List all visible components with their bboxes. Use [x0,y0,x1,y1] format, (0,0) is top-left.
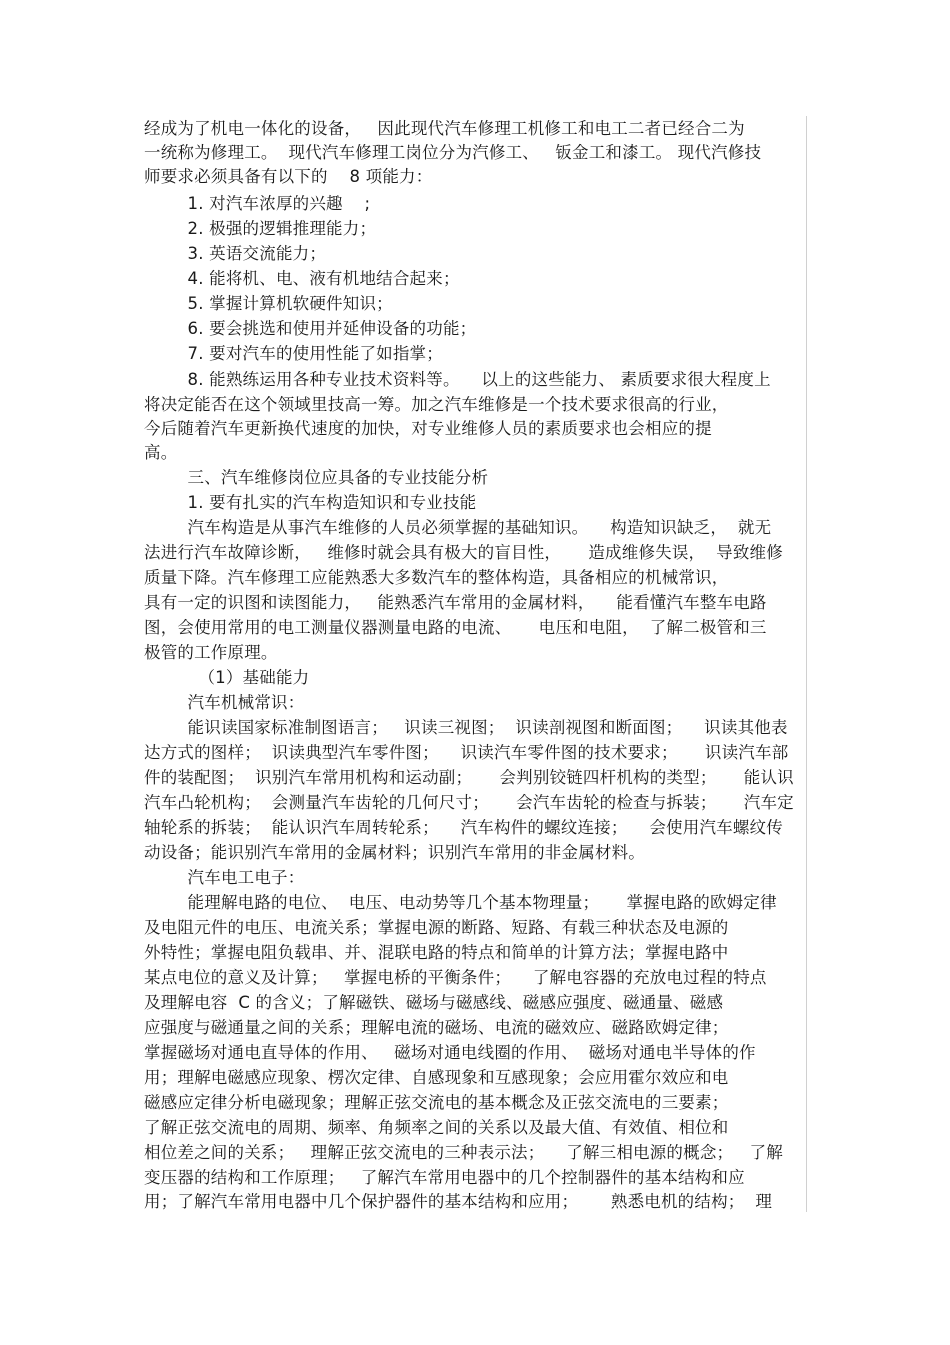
text-line: 能理解电路的电位、 电压、电动势等几个基本物理量； 掌握电路的欧姆定律 [144,893,777,912]
subsection-heading: 1. 要有扎实的汽车构造知识和专业技能 [144,493,477,512]
text-line: 能识读国家标准制图语言； 识读三视图； 识读剖视图和断面图； 识读其他表 [144,718,788,737]
text-line: 汽车构造是从事汽车维修的人员必须掌握的基础知识。 构造知识缺乏， 就无 [144,518,772,537]
text-line: 磁感应定律分析电磁现象；理解正弦交流电的基本概念及正弦交流电的三要素； [144,1093,729,1112]
text-line: 汽车凸轮机构； 会测量汽车齿轮的几何尺寸； 会汽车齿轮的检查与拆装； 汽车定 [144,793,794,812]
list-item: 6. 要会挑选和使用并延伸设备的功能； [144,319,477,338]
text-line: 及电阻元件的电压、电流关系；掌握电源的断路、短路、有载三种状态及电源的 [144,918,729,937]
list-item: 7. 要对汽车的使用性能了如指掌； [144,344,443,363]
text-line: 经成为了机电一体化的设备， 因此现代汽车修理工机修工和电工二者已经合二为 [144,119,745,138]
list-item: 2. 极强的逻辑推理能力； [144,219,377,238]
list-item: 5. 掌握计算机软硬件知识； [144,294,393,313]
text-line: 某点电位的意义及计算； 掌握电桥的平衡条件； 了解电容器的充放电过程的特点 [144,968,767,987]
text-line: 图，会使用常用的电工测量仪器测量电路的电流、 电压和电阻， 了解二极管和三 [144,618,767,637]
text-line: 掌握磁场对通电直导体的作用、 磁场对通电线圈的作用、 磁场对通电半导体的作 [144,1043,756,1062]
subsection-heading: 汽车电工电子： [144,868,305,887]
section-heading: 三、汽车维修岗位应具备的专业技能分析 [144,468,489,487]
text-line: 及理解电容 C 的含义；了解磁铁、磁场与磁感线、磁感应强度、磁通量、磁感 [144,993,724,1012]
text-line: 应强度与磁通量之间的关系；理解电流的磁场、电流的磁效应、磁路欧姆定律； [144,1018,729,1037]
list-item: 4. 能将机、电、液有机地结合起来； [144,269,460,288]
subsection-heading: 汽车机械常识： [144,693,305,712]
text-line: 外特性；掌握电阻负载串、并、混联电路的特点和简单的计算方法；掌握电路中 [144,943,729,962]
list-item: 1. 对汽车浓厚的兴趣 ; [144,194,371,213]
text-line: 轴轮系的拆装； 能认识汽车周转轮系； 汽车构件的螺纹连接； 会使用汽车螺纹传 [144,818,783,837]
text-line: 今后随着汽车更新换代速度的加快，对专业维修人员的素质要求也会相应的提 [144,419,712,438]
subsection-heading: （1）基础能力 [144,668,310,687]
text-line: 达方式的图样； 识读典型汽车零件图； 识读汽车零件图的技术要求； 识读汽车部 [144,743,789,762]
text-line: 高。 [144,443,178,462]
text-line: 一统称为修理工。 现代汽车修理工岗位分为汽修工、 钣金工和漆工。 现代汽修技 [144,143,762,162]
text-line: 用；了解汽车常用电器中几个保护器件的基本结构和应用； 熟悉电机的结构； 理 [144,1192,773,1211]
list-item: 8. 能熟练运用各种专业技术资料等。 以上的这些能力、 素质要求很大程度上 [144,370,771,389]
list-item: 3. 英语交流能力； [144,244,327,263]
text-line: 相位差之间的关系； 理解正弦交流电的三种表示法； 了解三相电源的概念； 了解 [144,1143,783,1162]
text-line: 师要求必须具备有以下的 8 项能力： [144,167,433,186]
text-line: 将决定能否在这个领域里技高一筹。加之汽车维修是一个技术要求很高的行业， [144,395,729,414]
text-line: 变压器的结构和工作原理； 了解汽车常用电器中的几个控制器件的基本结构和应 [144,1168,745,1187]
text-line: 质量下降。汽车修理工应能熟悉大多数汽车的整体构造，具备相应的机械常识， [144,568,729,587]
text-line: 动设备；能识别汽车常用的金属材料；识别汽车常用的非金属材料。 [144,843,645,862]
text-line: 用；理解电磁感应现象、楞次定律、自感现象和互感现象；会应用霍尔效应和电 [144,1068,729,1087]
text-line: 极管的工作原理。 [144,643,278,662]
text-line: 了解正弦交流电的周期、频率、角频率之间的关系以及最大值、有效值、相位和 [144,1118,729,1137]
right-margin-line [806,116,807,1212]
text-line: 法进行汽车故障诊断， 维修时就会具有极大的盲目性， 造成维修失误， 导致维修 [144,543,783,562]
text-line: 件的装配图； 识别汽车常用机构和运动副； 会判别铰链四杆机构的类型； 能认识 [144,768,794,787]
text-line: 具有一定的识图和读图能力， 能熟悉汽车常用的金属材料， 能看懂汽车整车电路 [144,593,767,612]
